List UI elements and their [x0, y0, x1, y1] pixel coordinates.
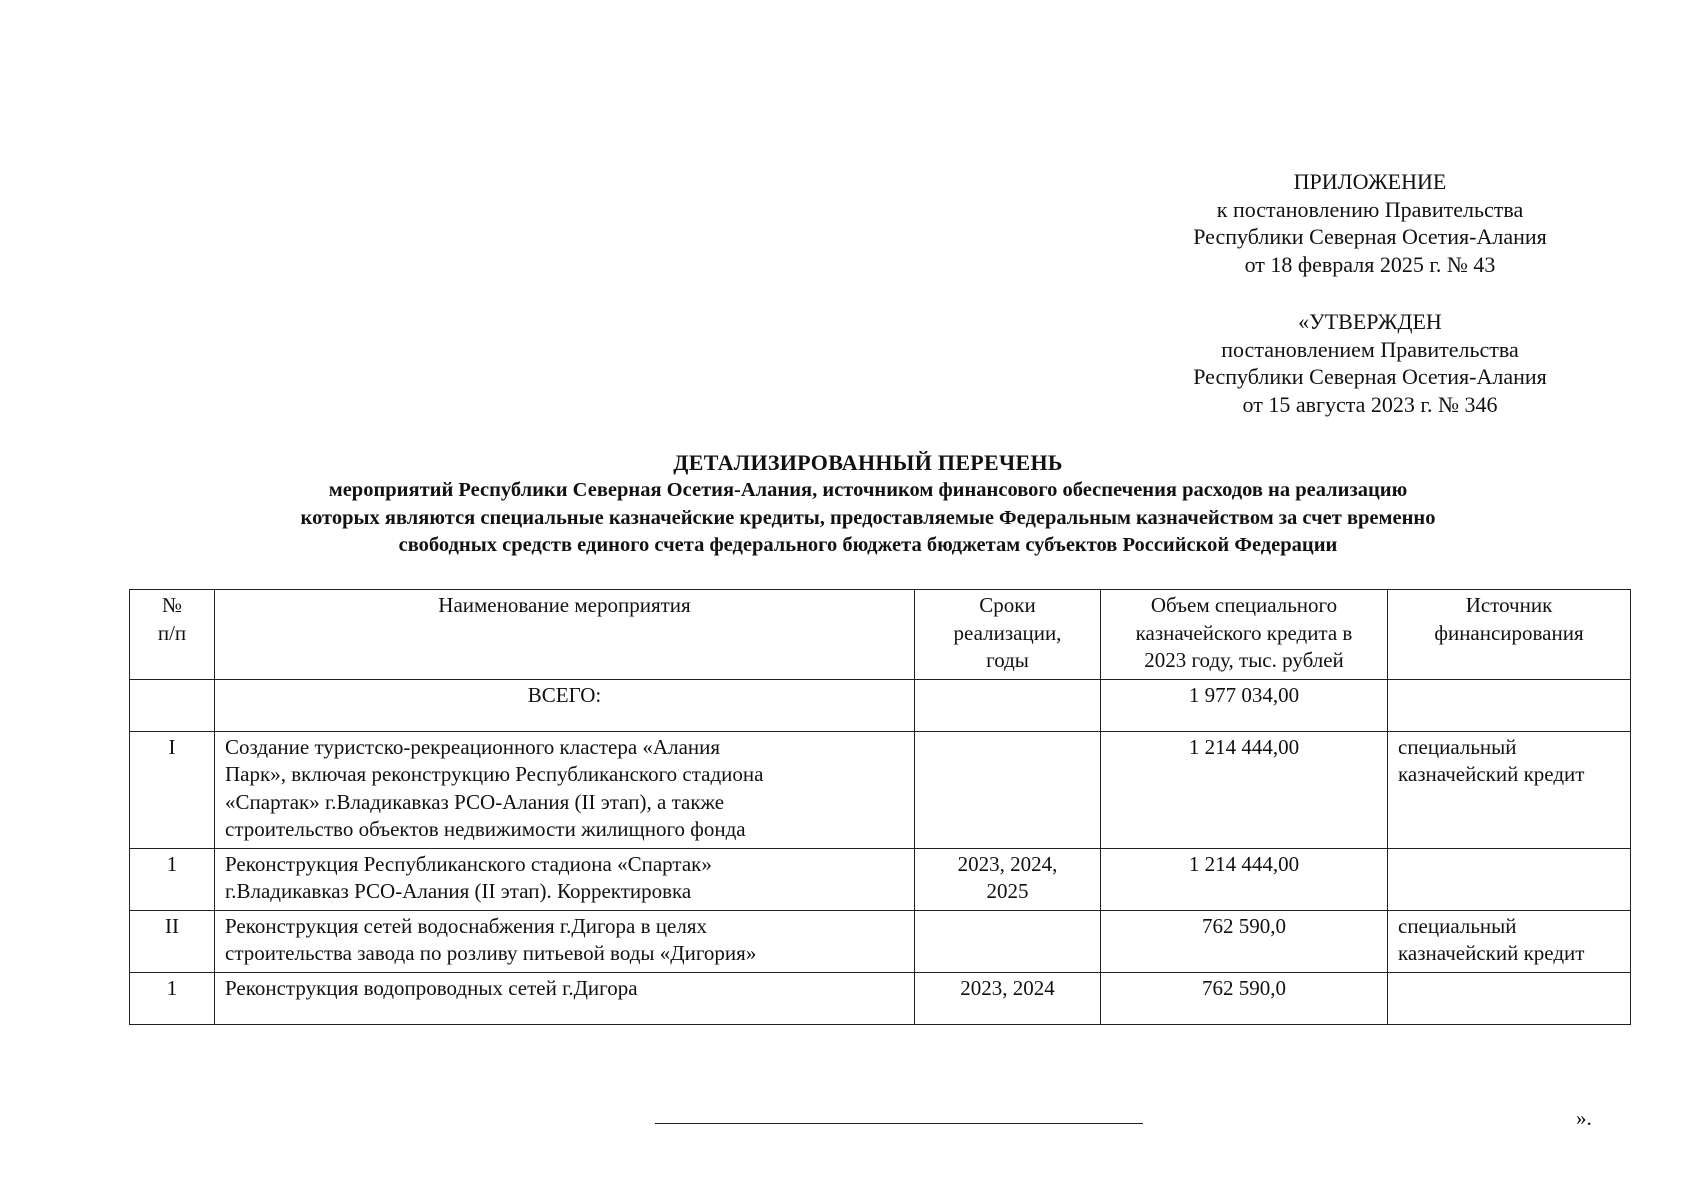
section-1-amount: 1 214 444,00: [1101, 731, 1388, 848]
cell-empty: [1388, 972, 1631, 1024]
closing-mark: ».: [1576, 1106, 1592, 1130]
item-1-name-line-1: Реконструкция Республиканского стадиона «Спартак»: [225, 851, 712, 876]
item-1-term-line-2: 2025: [986, 879, 1029, 903]
cell-empty: [915, 910, 1101, 972]
item-2-term: 2023, 2024: [915, 972, 1101, 1024]
header-source-line-1: Источник: [1465, 593, 1553, 617]
header-amount: [1101, 590, 1388, 680]
appendix-line-3: Республики Северная Осетия-Алания: [1193, 224, 1547, 249]
table-header-row: [130, 590, 1631, 680]
cell-empty: [1388, 679, 1631, 731]
approval-stamp-text: [1160, 308, 1580, 418]
header-name: Наименование мероприятия: [215, 590, 915, 680]
total-label: ВСЕГО:: [215, 679, 915, 731]
header-number-line-2: п/п: [157, 620, 187, 645]
table-row-section-1: [130, 731, 1631, 848]
document-title: [150, 449, 1586, 560]
appendix-title: ПРИЛОЖЕНИЕ: [1293, 169, 1447, 194]
approved-date: от 15 августа 2023 г. № 346: [1242, 391, 1498, 417]
item-1-name: [215, 848, 915, 910]
table-row-item-1-1: [130, 848, 1631, 910]
section-1-source-line-1: специальный: [1398, 734, 1517, 759]
section-1-number: I: [130, 731, 215, 848]
section-2-source-line-2: казначейский кредит: [1398, 941, 1585, 965]
section-2-name-line-1: Реконструкция сетей водоснабжения г.Дигора в целях: [225, 913, 707, 938]
section-1-name: [215, 731, 915, 848]
approved-line-3: Республики Северная Осетия-Алания: [1193, 364, 1547, 389]
title-subtitle: [150, 477, 1586, 560]
header-number: [130, 590, 215, 680]
cell-empty: [1388, 848, 1631, 910]
section-2-name-line-2: строительства завода по розливу питьевой воды «Дигория»: [225, 941, 757, 965]
item-1-term-line-1: 2023, 2024,: [957, 851, 1058, 876]
approved-title: «УТВЕРЖДЕН: [1298, 309, 1442, 334]
item-1-number: 1: [130, 848, 215, 910]
cell-empty: [915, 731, 1101, 848]
appendix-header: [1160, 168, 1580, 278]
item-1-name-line-2: г.Владикавказ РСО-Алания (II этап). Корректировка: [225, 879, 692, 903]
header-amount-line-3: 2023 году, тыс. рублей: [1144, 648, 1344, 672]
section-1-source-line-2: казначейский кредит: [1398, 762, 1585, 786]
table-row-total: [130, 679, 1631, 731]
header-number-line-1: №: [161, 593, 183, 617]
header-term: [915, 590, 1101, 680]
appendix-date: от 18 февраля 2025 г. № 43: [1244, 251, 1496, 277]
title-sub-line-3: свободных средств единого счета федерального бюджета бюджетам субъектов Российской Федерации: [398, 534, 1338, 556]
header-term-line-1: Сроки: [979, 593, 1036, 617]
section-2-name: [215, 910, 915, 972]
section-1-name-line-3: «Спартак» г.Владикавказ РСО-Алания (II этап), а также: [225, 789, 725, 814]
title-main: ДЕТАЛИЗИРОВАННЫЙ ПЕРЕЧЕНЬ: [673, 450, 1063, 475]
section-2-source: [1388, 910, 1631, 972]
header-amount-line-1: Объем специального: [1150, 593, 1338, 617]
item-1-term: [915, 848, 1101, 910]
separator-line: [655, 1123, 1143, 1124]
section-2-number: II: [130, 910, 215, 972]
approved-line-2: постановлением Правительства: [1221, 336, 1519, 362]
section-1-name-line-1: Создание туристско-рекреационного кластера «Алания: [225, 734, 721, 759]
header-term-line-3: годы: [986, 648, 1029, 672]
section-1-source: [1388, 731, 1631, 848]
measures-table: [129, 589, 1631, 1025]
header-amount-line-2: казначейского кредита в: [1135, 620, 1353, 645]
section-1-name-line-2: Парк», включая реконструкцию Республиканского стадиона: [225, 762, 764, 786]
section-2-amount: 762 590,0: [1101, 910, 1388, 972]
cell-empty: [915, 679, 1101, 731]
item-2-number: 1: [130, 972, 215, 1024]
item-2-amount: 762 590,0: [1101, 972, 1388, 1024]
table-row-item-2-1: [130, 972, 1631, 1024]
item-2-name: Реконструкция водопроводных сетей г.Дигора: [215, 972, 915, 1024]
section-2-source-line-1: специальный: [1398, 913, 1517, 938]
section-1-name-line-4: строительство объектов недвижимости жилищного фонда: [225, 817, 746, 841]
total-amount: 1 977 034,00: [1101, 679, 1388, 731]
title-sub-line-2: которых являются специальные казначейские кредиты, предоставляемые Федеральным казначейством за счет временно: [300, 506, 1436, 529]
table-row-section-2: [130, 910, 1631, 972]
title-sub-line-1: мероприятий Республики Северная Осетия-Алания, источником финансового обеспечения расходов на реализацию: [328, 479, 1408, 501]
appendix-line-2: к постановлению Правительства: [1216, 196, 1524, 222]
header-source: [1388, 590, 1631, 680]
header-term-line-2: реализации,: [953, 620, 1062, 645]
item-1-amount: 1 214 444,00: [1101, 848, 1388, 910]
header-source-line-2: финансирования: [1434, 620, 1584, 645]
cell-empty: [130, 679, 215, 731]
